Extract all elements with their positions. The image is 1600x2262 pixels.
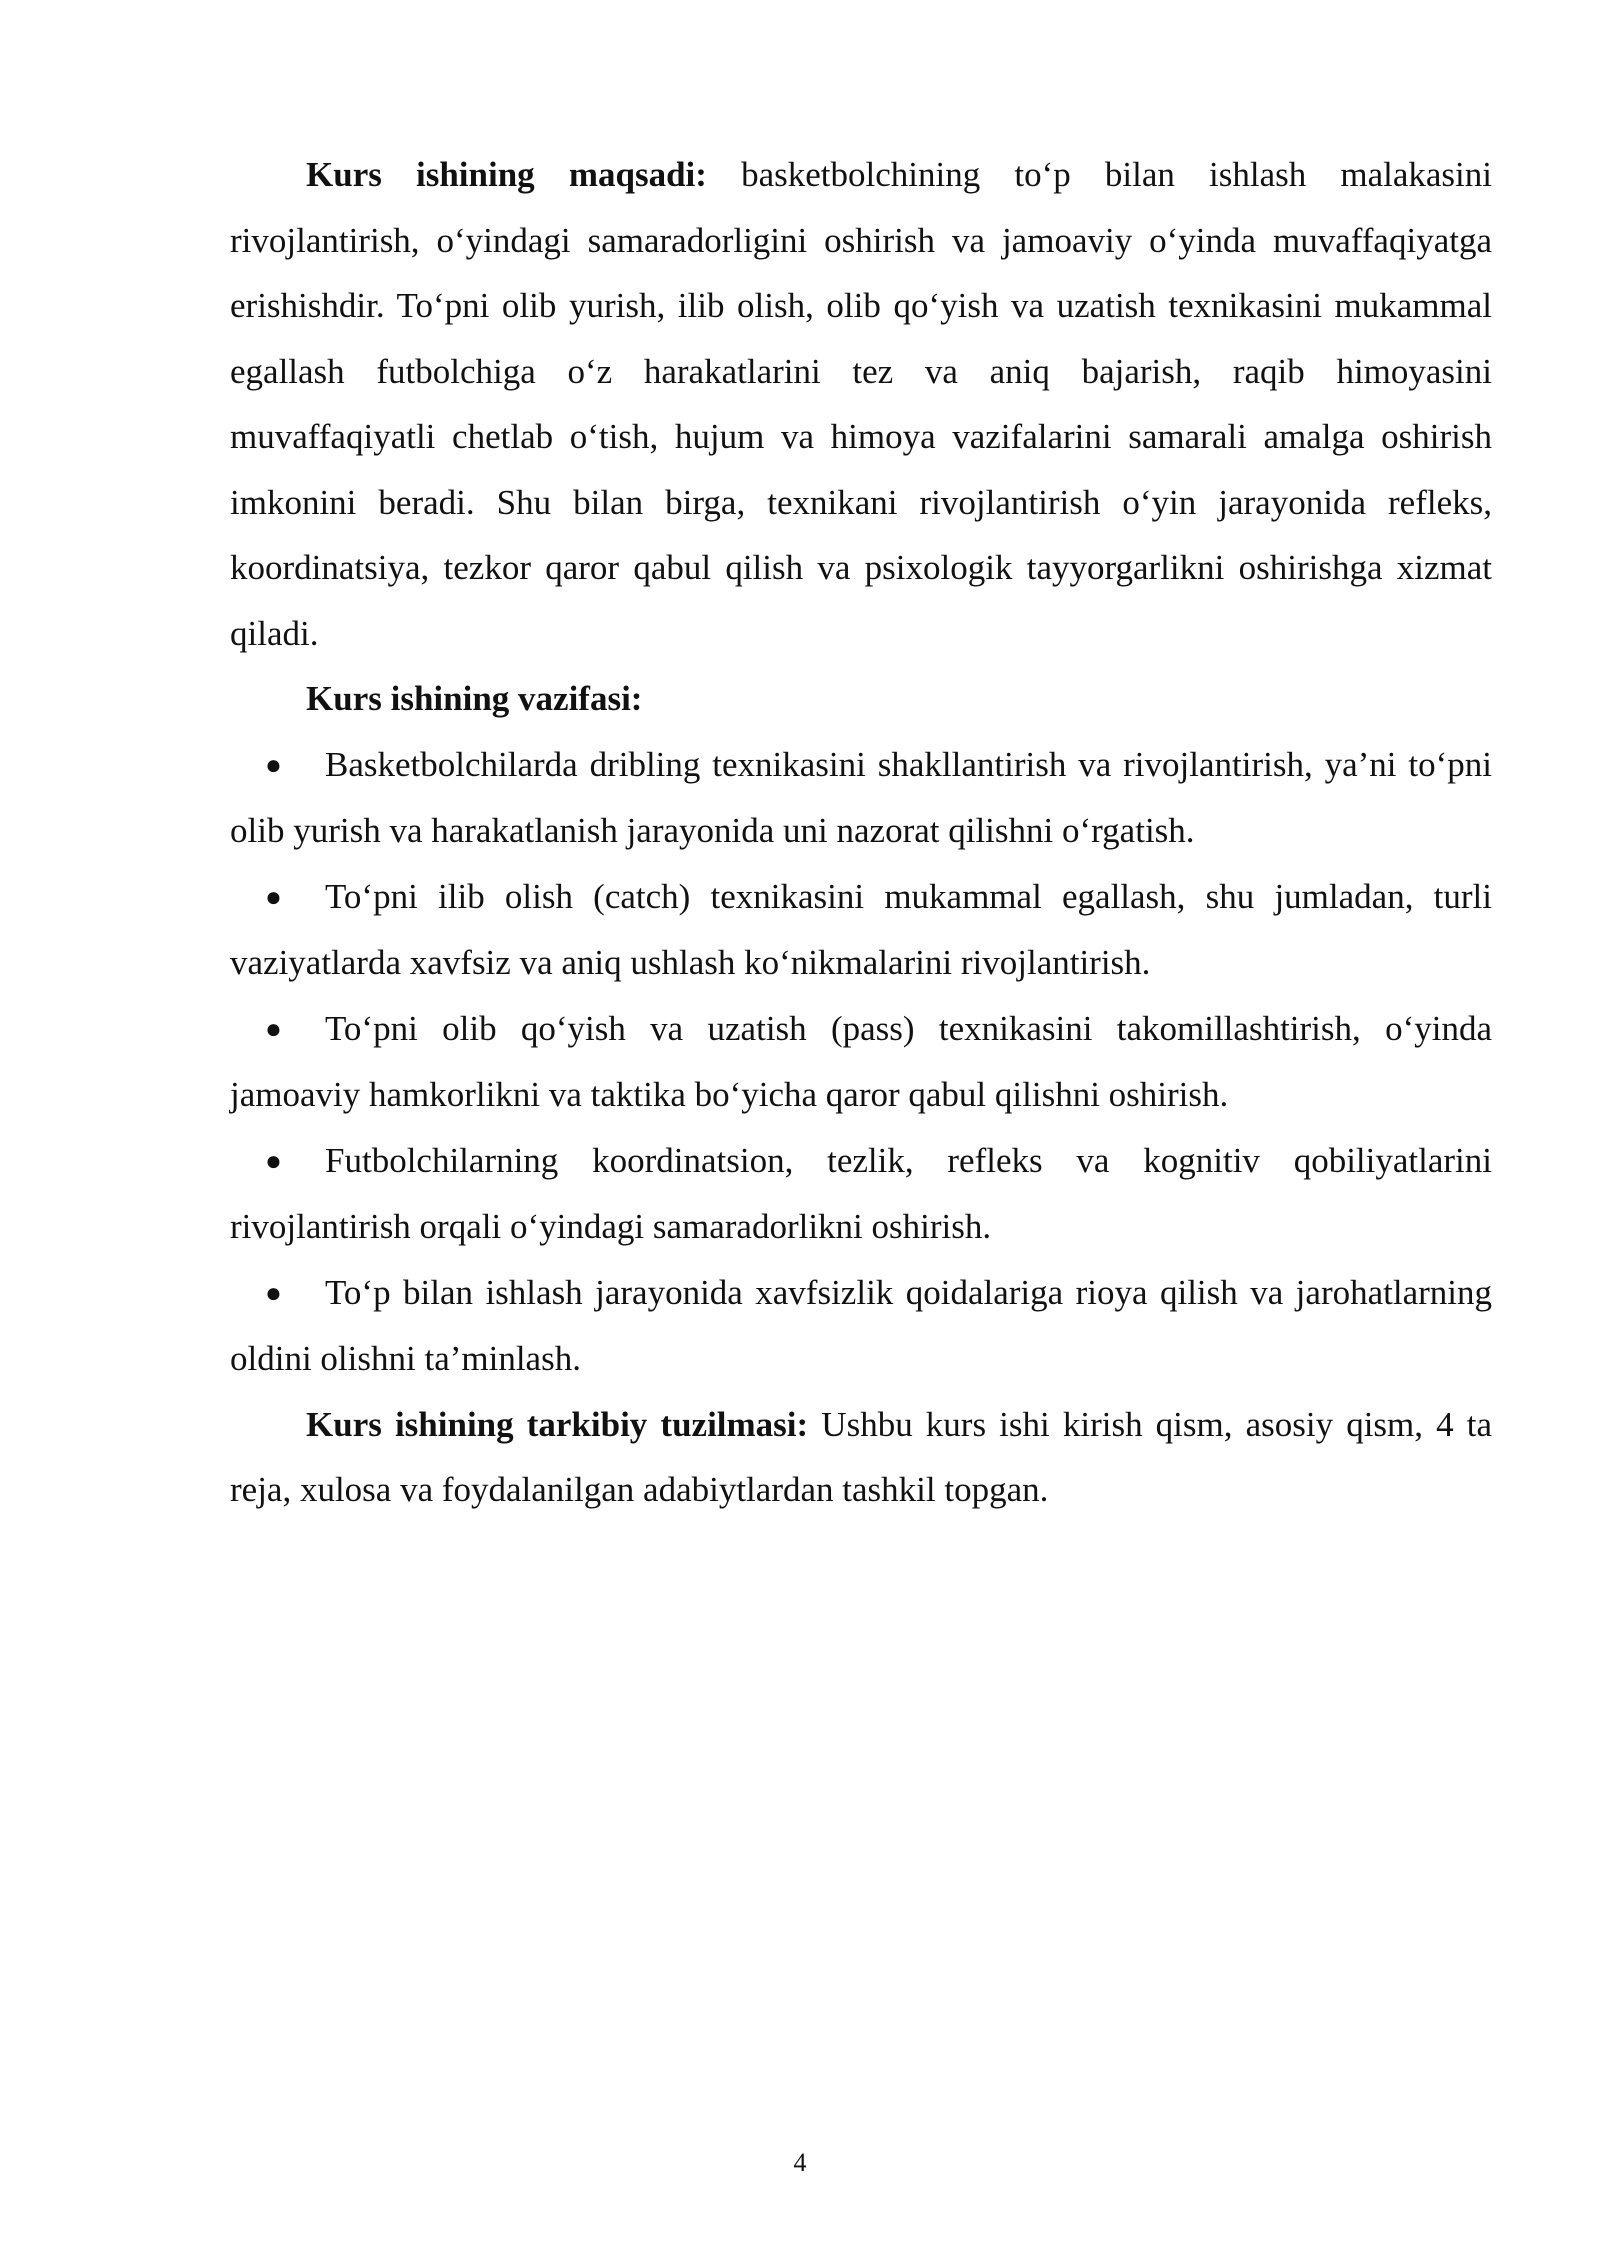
list-item-text: Basketbolchilarda dribling texnikasini shakllantirish va rivojlantirish, ya’ni to‘pni olib yurish va harakatlanish jarayonida uni nazorat qilishni o‘rgatish. [230, 744, 1492, 850]
list-item-text: To‘p bilan ishlash jarayonida xavfsizlik qoidalariga rioya qilish va jarohatlarning oldini olishni ta’minlash. [230, 1272, 1492, 1378]
tasks-list [230, 732, 1492, 1392]
goal-paragraph [230, 142, 1492, 666]
list-item [230, 864, 1492, 996]
bullet-icon: ● [265, 1145, 282, 1177]
list-item [230, 1128, 1492, 1260]
list-item-text: To‘pni ilib olish (catch) texnikasini mukammal egallash, shu jumladan, turli vaziyatlarda xavfsiz va aniq ushlash ko‘nikmalarini rivojlantirish. [230, 876, 1492, 982]
list-item-text: To‘pni olib qo‘yish va uzatish (pass) texnikasini takomillashtirish, o‘yinda jamoaviy hamkorlikni va taktika bo‘yicha qaror qabul qilishni oshirish. [230, 1008, 1492, 1114]
bullet-icon: ● [265, 1277, 282, 1309]
structure-paragraph [230, 1392, 1492, 1523]
bullet-icon: ● [265, 749, 282, 781]
tasks-heading: Kurs ishining vazifasi: [306, 679, 643, 718]
list-item [230, 732, 1492, 864]
page-content [230, 142, 1492, 1523]
list-item-text: Futbolchilarning koordinatsion, tezlik, refleks va kognitiv qobiliyatlarini rivojlantirish orqali o‘yindagi samaradorlikni oshirish. [230, 1140, 1492, 1246]
bullet-icon: ● [265, 881, 282, 913]
goal-label: Kurs ishining maqsadi: [306, 155, 707, 194]
structure-text: Ushbu kurs ishi kirish qism, asosiy qism, 4 ta reja, xulosa va foydalanilgan adabiytlardan tashkil topgan. [230, 1404, 1492, 1509]
goal-text: basketbolchining to‘p bilan ishlash malakasini rivojlantirish, o‘yindagi samaradorligini oshirish va jamoaviy o‘yinda muvaffaqiyatga erishishdir. To‘pni olib yurish, ilib olish, olib qo‘yish va uzatish texnikasini mukammal egallash futbolchiga o‘z harakatlarini tez va aniq bajarish, raqib himoyasini muvaffaqiyatli chetlab o‘tish, hujum va himoya vazifalarini samarali amalga oshirish imkonini beradi. Shu bilan birga, texnikani rivojlantirish o‘yin jarayonida refleks, koordinatsiya, tezkor qaror qabul qilish va psixologik tayyorgarlikni oshirishga xizmat qiladi. [230, 155, 1492, 653]
list-item [230, 1260, 1492, 1392]
bullet-icon: ● [265, 1013, 282, 1045]
tasks-heading-paragraph [230, 666, 1492, 732]
list-item [230, 996, 1492, 1128]
page-number: 4 [793, 2148, 807, 2177]
structure-label: Kurs ishining tarkibiy tuzilmasi: [306, 1404, 809, 1444]
